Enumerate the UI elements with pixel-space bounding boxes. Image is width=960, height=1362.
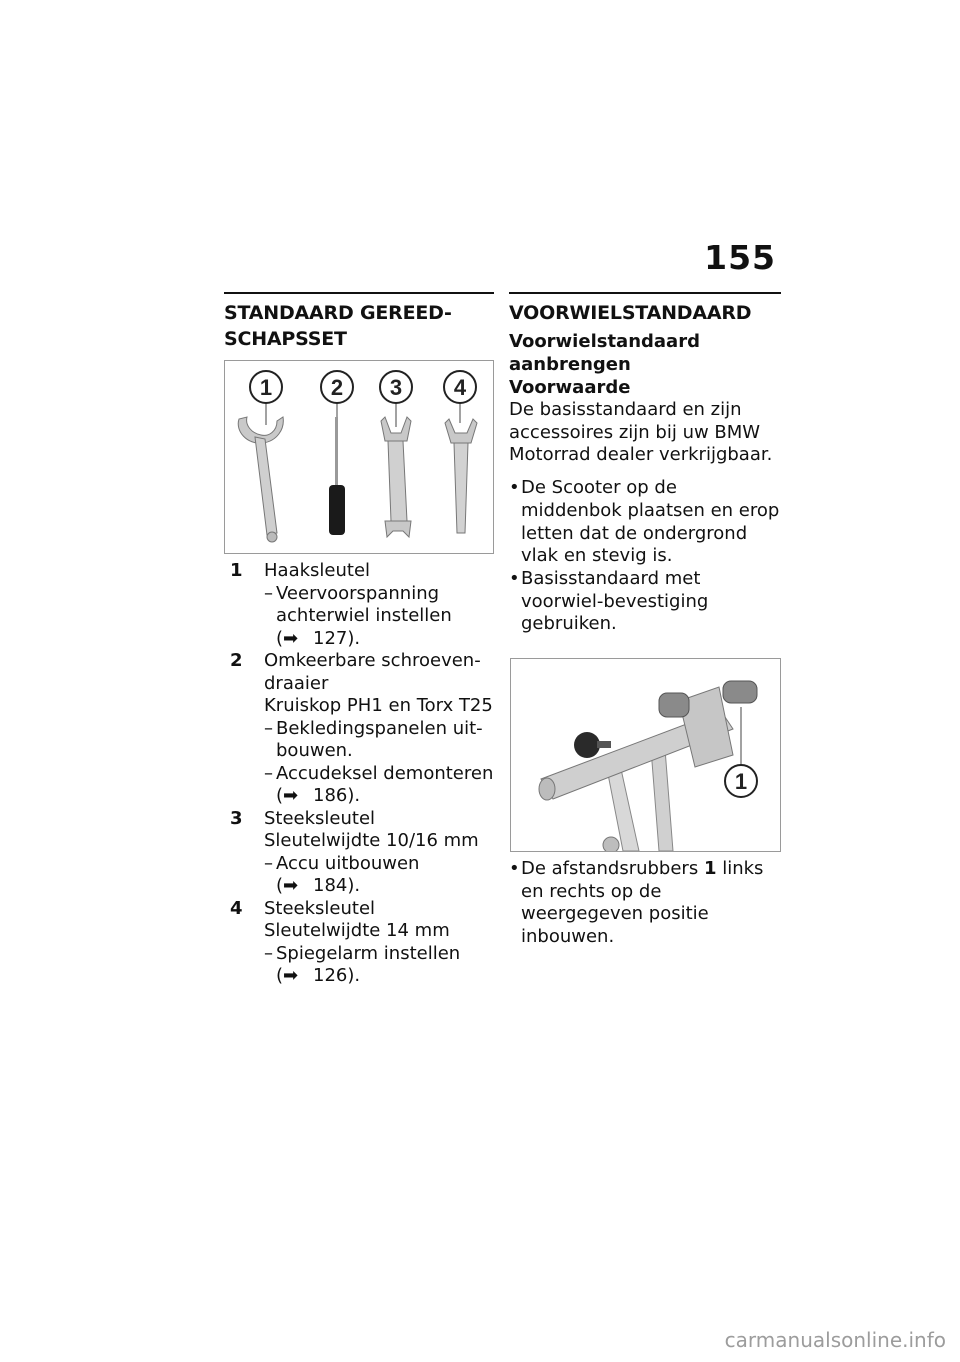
legend-text: Steeksleutel — [264, 807, 376, 829]
callout-1 — [250, 371, 282, 403]
page-reference-link[interactable]: (➡ 127). — [276, 627, 361, 649]
bullet-icon: • — [509, 858, 520, 880]
legend-text: Sleutelwijdte 10/16 mm — [264, 830, 479, 851]
legend-subitem: – Veervoorspanning achterwiel instellen (➡ 127). — [264, 583, 494, 651]
section-title-front-stand: VOORWIELSTANDAARD — [509, 302, 752, 324]
knob-icon — [574, 732, 611, 758]
instruction-list-2 — [509, 858, 781, 949]
section-title-tools: STANDAARD GEREED- SCHAPSSET — [224, 302, 452, 350]
callout-3-label: 3 — [389, 375, 403, 400]
legend-text: Omkeerbare schroeven-draaier — [264, 650, 481, 694]
left-column — [224, 292, 494, 988]
list-item-text: De afstandsrubbers — [521, 858, 699, 880]
right-column — [509, 292, 781, 949]
legend-subitem-text: Veervoorspanning achterwiel instellen — [276, 582, 452, 626]
legend-item-1 — [224, 560, 494, 650]
legend-item-2 — [224, 650, 494, 808]
callout-reference: 1 — [703, 858, 717, 880]
callout-2 — [321, 371, 353, 403]
bullet-icon: • — [509, 477, 520, 499]
callout-4-label: 4 — [453, 375, 467, 400]
arrow-right-icon: ➡ — [283, 875, 299, 896]
callout-1 — [725, 765, 757, 797]
screwdriver-icon — [329, 417, 345, 535]
spanner-14mm-icon — [445, 419, 477, 533]
legend-item-3 — [224, 808, 494, 898]
page-reference-link[interactable]: (➡ 126). — [276, 965, 361, 986]
toolkit-illustration — [225, 361, 493, 553]
legend-number: 3 — [230, 807, 243, 829]
watermark-footer: carmanualsonline.info — [724, 1328, 946, 1352]
toolkit-figure — [224, 360, 494, 554]
arrow-right-icon: ➡ — [283, 785, 299, 806]
arrow-right-icon: ➡ — [283, 965, 299, 986]
legend-text: Kruiskop PH1 en Torx T25 — [264, 695, 493, 716]
open-end-spanner-icon — [381, 417, 411, 537]
condition-text: De basisstandaard en zijn accessoires zijn bij uw BMW Motorrad dealer verkrijgbaar. — [509, 399, 773, 466]
hook-spanner-icon — [238, 417, 283, 542]
legend-subitem-text: Spiegelarm instellen — [276, 942, 461, 964]
callout-1-label: 1 — [259, 375, 273, 400]
toolkit-legend — [224, 560, 494, 988]
legend-subitem-text: Bekledingspanelen uit-bouwen. — [276, 717, 483, 761]
legend-subitem: – Accu uitbouwen (➡ 184). — [264, 853, 494, 898]
list-item-text: Basisstandaard met voorwiel-bevestiging gebruiken. — [521, 567, 709, 635]
section-rule — [224, 292, 494, 294]
list-item-text: De Scooter op de middenbok plaatsen en erop letten dat de ondergrond vlak en stevig is. — [521, 477, 780, 567]
section-rule — [509, 292, 781, 294]
page-reference-link[interactable]: (➡ 184). — [276, 875, 361, 896]
legend-subitem: – Bekledingspanelen uit-bouwen. — [264, 718, 494, 763]
legend-subitem-text: Accu uitbouwen — [276, 852, 420, 874]
legend-subitem: – Spiegelarm instellen (➡ 126). — [264, 943, 494, 988]
legend-text: Haaksleutel — [264, 560, 371, 581]
list-item — [509, 858, 781, 949]
page-reference-link[interactable]: (➡ 186). — [276, 785, 361, 806]
legend-number: 1 — [230, 560, 243, 581]
callout-3 — [380, 371, 412, 403]
condition-heading: Voorwaarde — [509, 377, 631, 398]
legend-subitem: – Accudeksel demonteren (➡ 186). — [264, 762, 494, 806]
legend-text: Sleutelwijdte 14 mm — [264, 920, 450, 941]
legend-number: 2 — [230, 650, 243, 671]
legend-number: 4 — [230, 897, 243, 919]
instruction-list — [509, 477, 781, 636]
list-item — [509, 568, 781, 636]
front-stand-illustration — [511, 659, 780, 851]
callout-2-label: 2 — [330, 375, 344, 400]
legend-text: Steeksleutel — [264, 897, 376, 919]
arrow-right-icon: ➡ — [283, 627, 299, 649]
list-item — [509, 477, 781, 568]
legend-item-4 — [224, 898, 494, 988]
legend-subitem-text: Accudeksel demonteren — [276, 762, 494, 784]
callout-4 — [444, 371, 476, 403]
page-number: 155 — [704, 238, 776, 277]
callout-1-label: 1 — [734, 769, 748, 795]
subsection-title: Voorwielstandaard aanbrengen — [509, 331, 700, 375]
front-stand-figure — [510, 658, 781, 852]
bullet-icon: • — [509, 567, 520, 589]
list-item-text: links en rechts op de weergegeven positie inbouwen. — [521, 858, 764, 948]
